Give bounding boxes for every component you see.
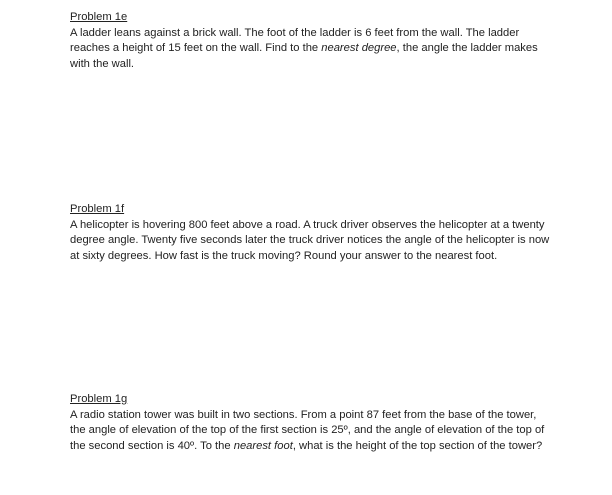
problem-text-emphasis: nearest degree — [321, 42, 397, 55]
problem-text — [70, 26, 550, 73]
problem-1e — [70, 10, 550, 72]
problem-title: Problem 1g — [70, 393, 128, 405]
problem-text — [70, 408, 550, 455]
problem-text: A helicopter is hovering 800 feet above a road. A truck driver observes the helicopter at a twenty degree angle. Twenty five seconds later the truck driver notices the angle of the helicopter is now at sixty degrees. How fast is the truck moving? Round your answer to the nearest foot. — [70, 218, 550, 262]
problem-text-part: , the angle the ladder makes with the wall. — [70, 42, 538, 70]
problem-text-part: , what is the height of the top section of the tower? — [292, 439, 543, 452]
problem-1g — [70, 392, 550, 454]
problem-title: Problem 1e — [70, 11, 128, 23]
problem-text-part: A radio station tower was built in two sections. From a point 87 feet from the base of the tower, the angle of elevation of the top of the first section is 25º, and the angle of elevation of the top of the second section is 40º. To the — [70, 408, 545, 452]
problem-text-emphasis: nearest foot — [233, 439, 293, 452]
problem-text-part: A ladder leans against a brick wall. The foot of the ladder is 6 feet from the wall. The ladder reaches a height of 15 feet on the wall. Find to the — [70, 26, 520, 55]
problem-title: Problem 1f — [70, 203, 125, 215]
problem-1f — [70, 202, 550, 264]
